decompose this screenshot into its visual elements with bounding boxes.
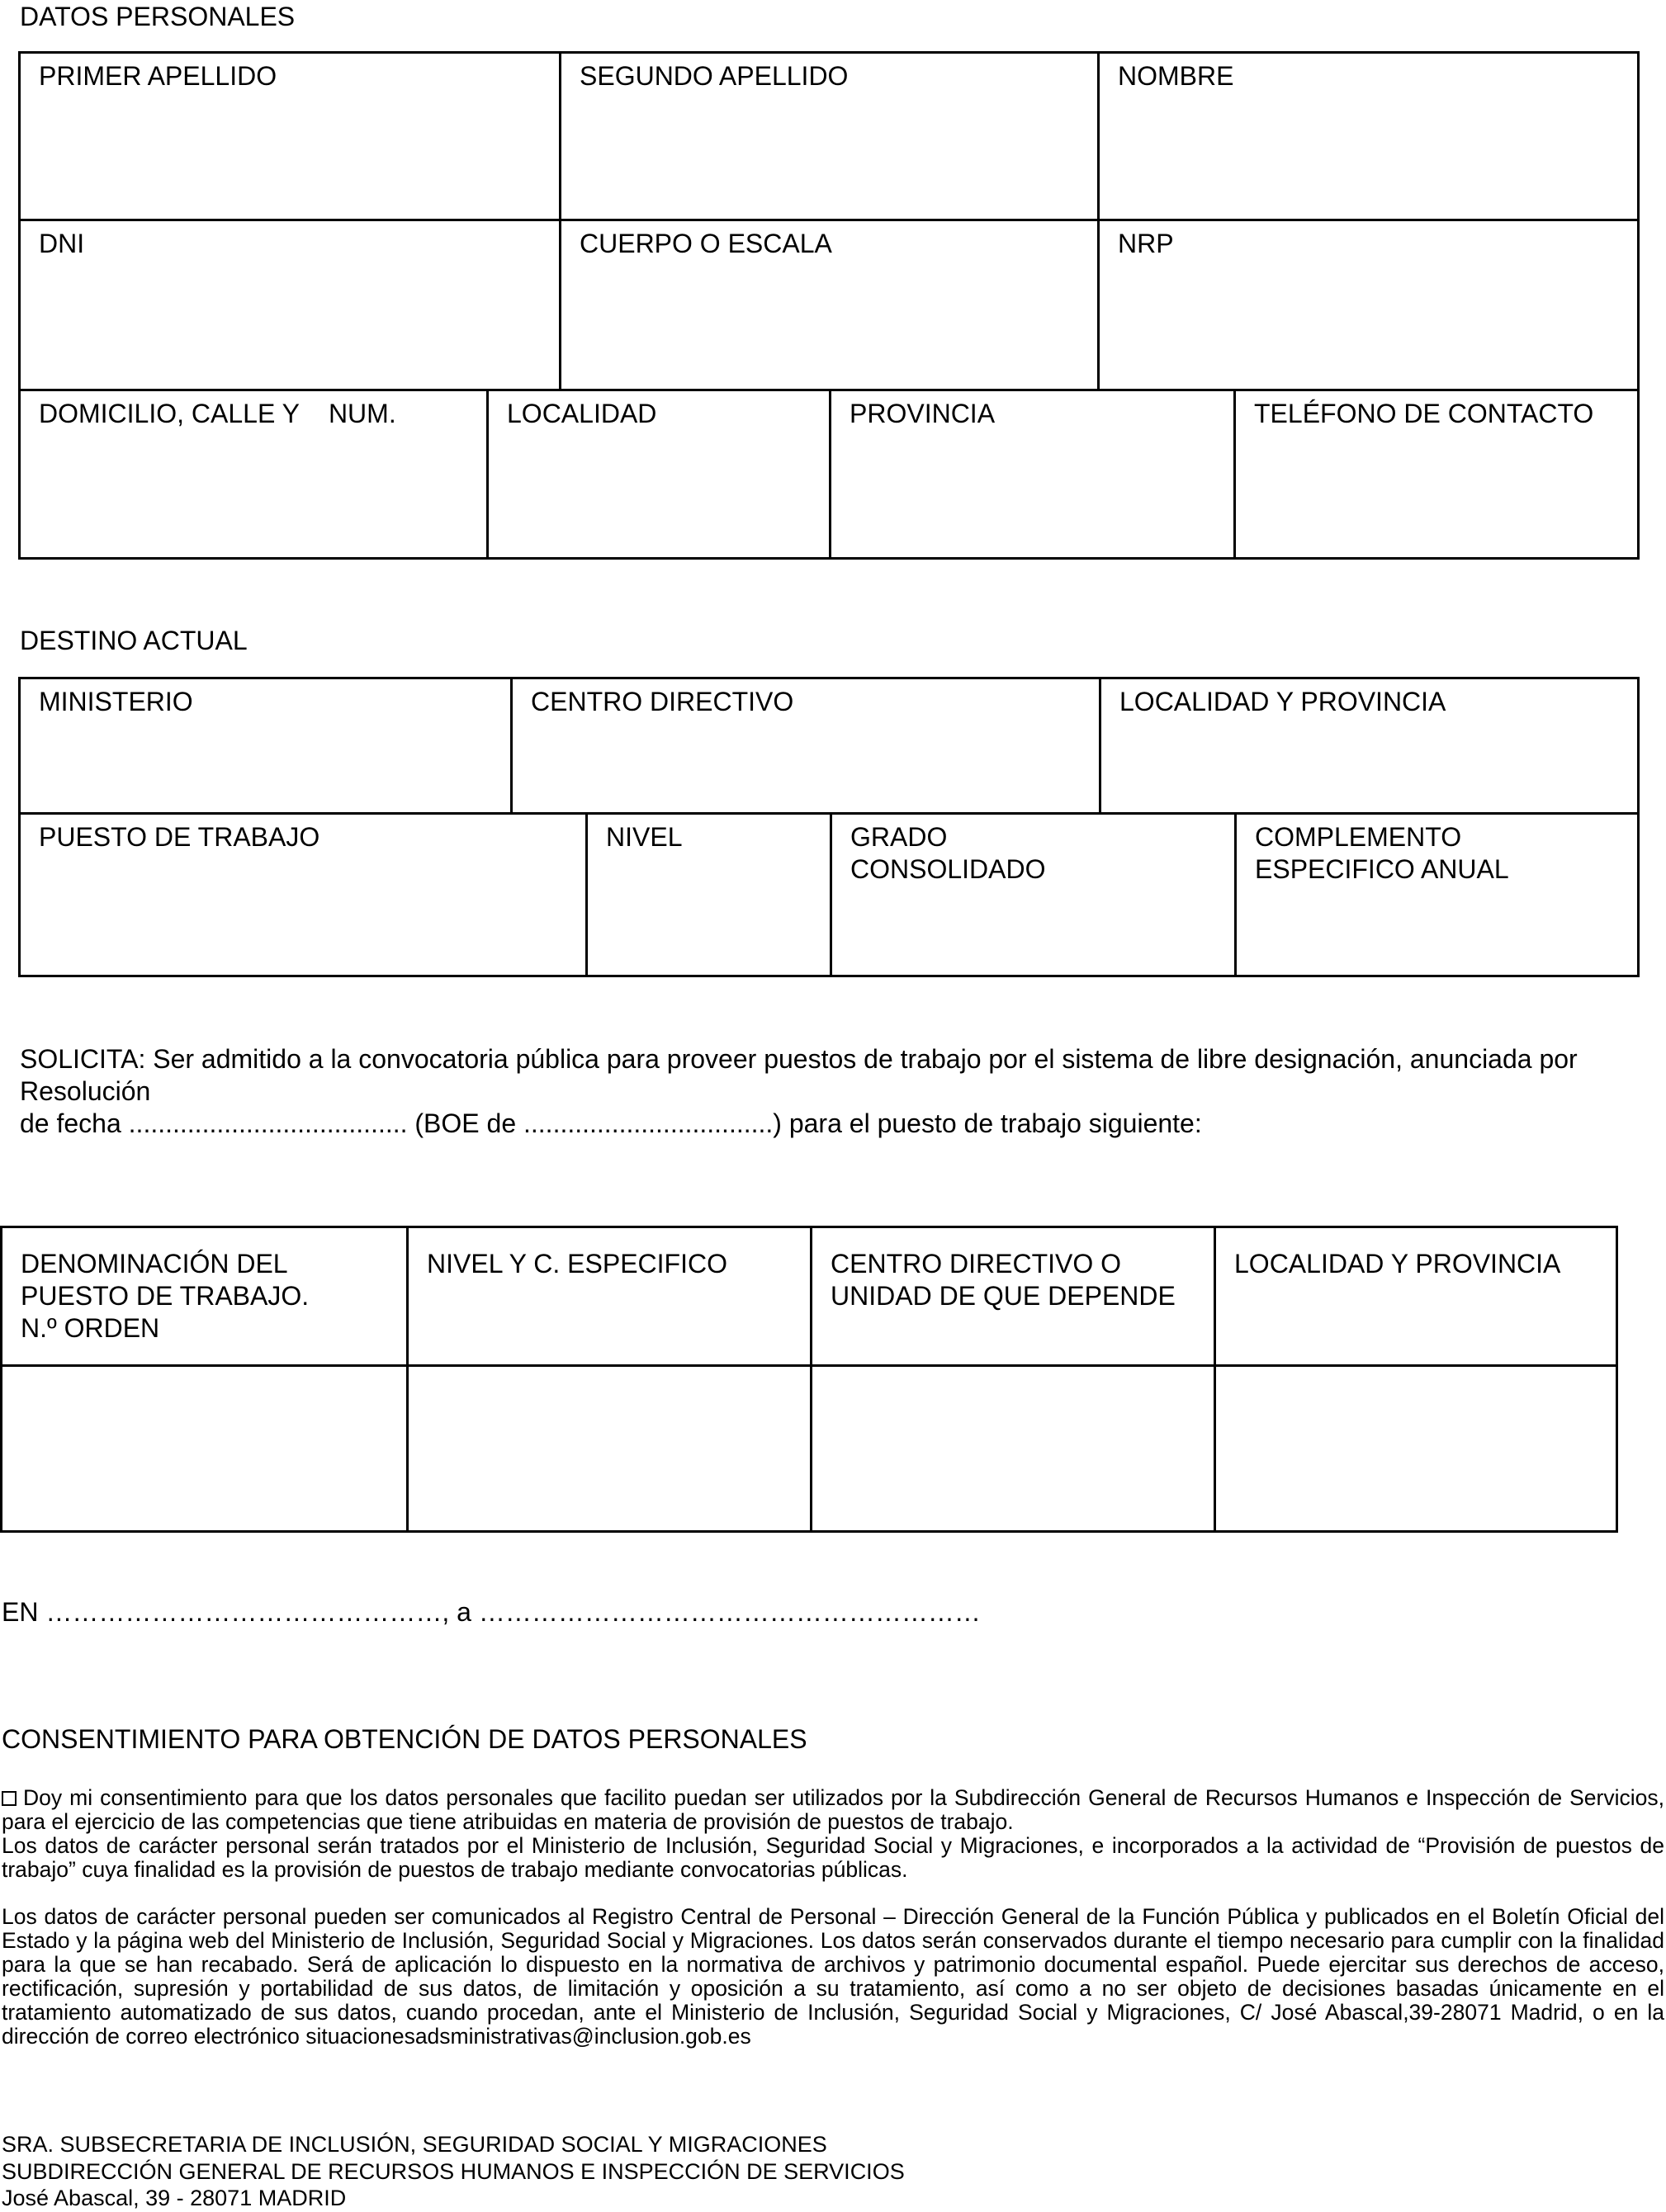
denominacion-header: [2, 1228, 406, 1364]
consentimiento-paragraph-1: Los datos de carácter personal serán tratados por el Ministerio de Inclusión, Seguridad Social y Migraciones, e incorporados a la actividad de “Provisión de puestos de trabajo” cuya finalidad es la provisión de puestos de trabajo mediante convocatorias públicas.: [2, 1833, 1664, 1882]
localidad-provincia-header: [1214, 1228, 1616, 1364]
consentimiento-paragraph-2: Los datos de carácter personal pueden ser comunicados al Registro Central de Personal – Dirección General de la Función Pública y publicados en el Boletín Oficial del Estado y la página web del Ministerio de Inclusión, Seguridad Social y Migraciones. Los datos serán conservados durante el tiempo necesario para cumplir con la finalidad para la que se han recabado. Será de aplicación lo dispuesto en la normativa de archivos y patrimonio documental español. Puede ejercitar sus derechos de acceso, rectificación, supresión y portabilidad de sus datos, de limitación y oposición a su tratamiento, así como a no ser objeto de decisiones basadas únicamente en el tratamiento automatizado de sus datos, cuando procedan, ante el Ministerio de Inclusión, Seguridad Social y Migraciones, C/ José Abascal,39-28071 Madrid, o en la dirección de correo electrónico situacionesadsministrativas@inclusion.gob.es: [2, 1904, 1664, 2049]
datos-personales-row-3: [21, 391, 1637, 557]
section-title-destino-actual: DESTINO ACTUAL: [20, 626, 248, 655]
column-header: LOCALIDAD Y PROVINCIA: [1234, 1249, 1561, 1279]
nrp-field[interactable]: [1097, 221, 1637, 389]
centro-directivo-header: [810, 1228, 1214, 1364]
field-label: DOMICILIO, CALLE Y NUM.: [39, 399, 396, 428]
puesto-header-row: [2, 1228, 1616, 1367]
destino-actual-table: [18, 677, 1640, 977]
localidad-field[interactable]: [486, 391, 829, 557]
complemento-especifico-field[interactable]: [1234, 815, 1637, 975]
solicita-line-1: SOLICITA: Ser admitido a la convocatoria pública para proveer puestos de trabajo por el sistema de libre designación, anunciada por Resolución: [20, 1044, 1578, 1106]
field-label: NRP: [1118, 229, 1174, 258]
cuerpo-escala-field[interactable]: [559, 221, 1097, 389]
field-label: PROVINCIA: [850, 399, 996, 428]
field-label: LOCALIDAD Y PROVINCIA: [1119, 687, 1446, 716]
puesto-data-row: [2, 1367, 1616, 1530]
field-label: GRADO CONSOLIDADO: [850, 822, 1046, 884]
primer-apellido-field[interactable]: [21, 54, 559, 219]
field-label: SEGUNDO APELLIDO: [580, 61, 849, 91]
column-header: CENTRO DIRECTIVO O UNIDAD DE QUE DEPENDE: [831, 1249, 1176, 1311]
provincia-field[interactable]: [829, 391, 1233, 557]
ministerio-field[interactable]: [21, 679, 510, 812]
consentimiento-title: CONSENTIMIENTO PARA OBTENCIÓN DE DATOS PERSONALES: [2, 1724, 807, 1754]
field-label: PRIMER APELLIDO: [39, 61, 277, 91]
nivel-especifico-input[interactable]: [406, 1367, 810, 1530]
centro-directivo-input[interactable]: [810, 1367, 1214, 1530]
datos-personales-row-1: [21, 54, 1637, 221]
datos-personales-row-2: [21, 221, 1637, 391]
consent-checkbox[interactable]: [2, 1791, 17, 1806]
destinatario-line-1: SRA. SUBSECRETARIA DE INCLUSIÓN, SEGURIDAD SOCIAL Y MIGRACIONES: [2, 2132, 827, 2157]
column-header: NIVEL Y C. ESPECIFICO: [427, 1249, 727, 1279]
column-header: DENOMINACIÓN DEL PUESTO DE TRABAJO. N.º ORDEN: [21, 1249, 310, 1343]
nivel-especifico-header: [406, 1228, 810, 1364]
destino-actual-row-2: [21, 815, 1637, 975]
lugar-fecha-line[interactable]: EN ………………………………………, a …………………………………………………: [2, 1597, 981, 1627]
destinatario-line-3: José Abascal, 39 - 28071 MADRID: [2, 2186, 347, 2210]
grado-consolidado-field[interactable]: [830, 815, 1234, 975]
field-label: CENTRO DIRECTIVO: [531, 687, 794, 716]
field-label: DNI: [39, 229, 85, 258]
telefono-field[interactable]: [1233, 391, 1637, 557]
field-label: LOCALIDAD: [507, 399, 657, 428]
dni-field[interactable]: [21, 221, 559, 389]
localidad-provincia-input[interactable]: [1214, 1367, 1616, 1530]
centro-directivo-field[interactable]: [510, 679, 1099, 812]
solicita-line-2: de fecha ...................................... (BOE de ..................................) para el puesto de trabajo siguiente:: [20, 1108, 1202, 1138]
field-label: TELÉFONO DE CONTACTO: [1254, 399, 1594, 428]
field-label: COMPLEMENTO ESPECIFICO ANUAL: [1255, 822, 1509, 884]
field-label: CUERPO O ESCALA: [580, 229, 832, 258]
puesto-trabajo-field[interactable]: [21, 815, 585, 975]
consentimiento-checkbox-row: [2, 1786, 1664, 1834]
consent-checkbox-label: Doy mi consentimiento para que los datos personales que facilito puedan ser utilizados por la Subdirección General de Recursos Humanos e Inspección de Servicios, para el ejercicio de las competencias que tiene atribuidas en materia de provisión de puestos de trabajo.: [2, 1785, 1664, 1834]
denominacion-input[interactable]: [2, 1367, 406, 1530]
field-label: NIVEL: [606, 822, 683, 852]
localidad-provincia-field[interactable]: [1099, 679, 1637, 812]
destino-actual-row-1: [21, 679, 1637, 815]
section-title-datos-personales: DATOS PERSONALES: [20, 2, 296, 31]
nivel-field[interactable]: [585, 815, 830, 975]
field-label: PUESTO DE TRABAJO: [39, 822, 320, 852]
nombre-field[interactable]: [1097, 54, 1637, 219]
segundo-apellido-field[interactable]: [559, 54, 1097, 219]
puesto-solicitado-table: [0, 1226, 1618, 1533]
datos-personales-table: [18, 51, 1640, 560]
field-label: MINISTERIO: [39, 687, 193, 716]
destinatario-line-2: SUBDIRECCIÓN GENERAL DE RECURSOS HUMANOS E INSPECCIÓN DE SERVICIOS: [2, 2159, 905, 2184]
domicilio-field[interactable]: [21, 391, 486, 557]
field-label: NOMBRE: [1118, 61, 1234, 91]
